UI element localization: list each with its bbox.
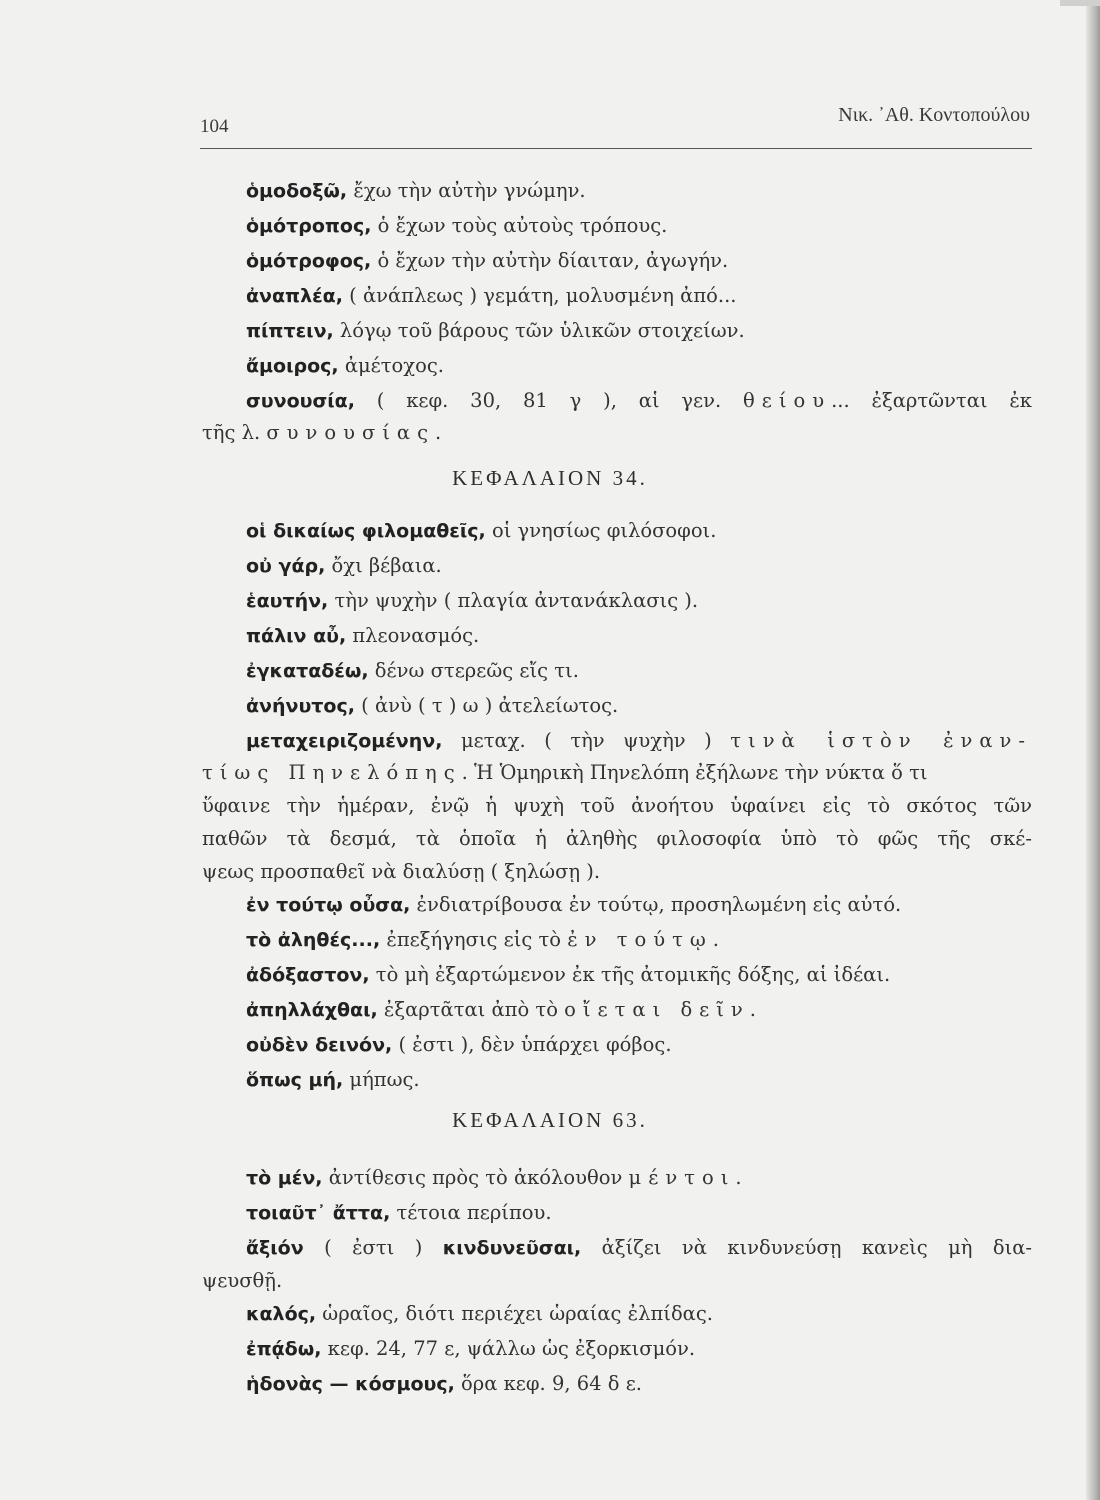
gloss: ὄχι βέβαια. bbox=[325, 554, 442, 577]
glossary-entry-sunousia bbox=[246, 386, 1032, 416]
gloss: ἀξίζει νὰ κινδυνεύσῃ κανεὶς μὴ δια- bbox=[581, 1236, 1032, 1259]
glossary-entry bbox=[246, 551, 442, 581]
spaced-term: τινὰ ἱστὸν ἐναν- bbox=[730, 729, 1032, 752]
gloss: τέτοια περίπου. bbox=[390, 1201, 552, 1224]
headword: συνουσία, bbox=[246, 390, 355, 412]
gloss: μήπως. bbox=[343, 1068, 420, 1091]
gloss: . bbox=[735, 1166, 742, 1189]
gloss: ἐνδιατρίβουσα ἐν τούτῳ, προσηλωμένη εἰς αὐτό. bbox=[410, 893, 902, 916]
spaced-term: οἴεται δεῖν bbox=[564, 998, 750, 1021]
headword: τὸ ἀληθές..., bbox=[246, 929, 381, 951]
gloss: λόγῳ τοῦ βάρους τῶν ὑλικῶν στοιχείων. bbox=[333, 319, 745, 342]
continuation-line: ψεως προσπαθεῖ νὰ διαλύσῃ ( ξηλώσῃ ). bbox=[202, 860, 601, 883]
scan-page-edge bbox=[1086, 0, 1100, 1500]
glossary-entry bbox=[246, 656, 579, 686]
glossary-entry bbox=[246, 516, 716, 546]
glossary-entry bbox=[246, 995, 756, 1025]
glossary-entry-axion bbox=[246, 1233, 1032, 1263]
spaced-term: συνουσίας bbox=[266, 421, 436, 444]
headword: πίπτειν, bbox=[246, 320, 334, 342]
gloss: ἀντίθεσις πρὸς τὸ ἀκόλουθον bbox=[322, 1166, 629, 1189]
gloss: ἀμέτοχος. bbox=[338, 354, 444, 377]
headword: ἑαυτήν, bbox=[246, 590, 329, 612]
page-number: 104 bbox=[200, 116, 229, 137]
headword: ἡδονὰς — κόσμους, bbox=[246, 1373, 455, 1395]
gloss: ( κεφ. 30, 81 γ ), αἱ γεν. bbox=[354, 389, 744, 412]
gloss: ... ἐξαρτῶνται ἐκ bbox=[831, 389, 1032, 412]
headword: οὐ γάρ, bbox=[246, 555, 326, 577]
glossary-entry bbox=[246, 281, 737, 311]
glossary-entry bbox=[246, 1369, 642, 1399]
glossary-entry bbox=[246, 890, 901, 920]
spaced-term: τίως Πηνελόπης bbox=[202, 761, 462, 784]
headword: τοιαῦτ᾿ ἄττα, bbox=[246, 1202, 391, 1224]
glossary-entry bbox=[246, 1334, 695, 1364]
headword: ἀνήνυτος, bbox=[246, 695, 355, 717]
gloss: ( ἀνὺ ( τ ) ω ) ἀτελείωτος. bbox=[354, 694, 619, 717]
headword: ὁμότροπος, bbox=[246, 215, 372, 237]
headword: ἀπηλλάχθαι, bbox=[246, 999, 378, 1021]
gloss: ὡραῖος, διότι περιέχει ὡραίας ἐλπίδας. bbox=[316, 1302, 713, 1325]
continuation-line bbox=[202, 418, 441, 448]
gloss: τὴν ψυχὴν ( πλαγία ἀντανάκλασις ). bbox=[328, 589, 699, 612]
continuation-line: ψευσθῇ. bbox=[202, 1269, 283, 1292]
gloss: ( ἐστι ), δὲν ὑπάρχει φόβος. bbox=[392, 1033, 672, 1056]
glossary-entry bbox=[246, 1065, 420, 1095]
gloss: τὸ μὴ ἐξαρτώμενον ἐκ τῆς ἀτομικῆς δόξης, αἱ ἰδέαι. bbox=[369, 963, 891, 986]
headword: καλός, bbox=[246, 1303, 317, 1325]
headword: ἀναπλέα, bbox=[246, 285, 343, 307]
glossary-entry bbox=[246, 1299, 713, 1329]
headword: ἄξιόν bbox=[246, 1237, 304, 1259]
headword: ὁμότροφος, bbox=[246, 250, 372, 272]
glossary-entry bbox=[246, 351, 444, 381]
running-head: Νικ. ᾿Αθ. Κοντοπούλου bbox=[838, 104, 1030, 126]
headword: οἱ δικαίως φιλομαθεῖς, bbox=[246, 520, 486, 542]
headword: ὁμοδοξῶ, bbox=[246, 180, 348, 202]
gloss: ὁ ἔχων τοὺς αὐτοὺς τρόπους. bbox=[371, 214, 668, 237]
headword: ἄμοιρος, bbox=[246, 355, 339, 377]
gloss: . bbox=[435, 421, 442, 444]
glossary-entry bbox=[246, 621, 479, 651]
gloss: ( ἀνάπλεως ) γεμάτη, μολυσμένη ἀπό... bbox=[342, 284, 737, 307]
gloss: . bbox=[712, 928, 719, 951]
gloss: μεταχ. ( τὴν ψυχὴν ) bbox=[442, 729, 731, 752]
gloss: τῆς λ. bbox=[202, 421, 267, 444]
headword: τὸ μέν, bbox=[246, 1167, 323, 1189]
page-header bbox=[200, 98, 1032, 149]
glossary-entry bbox=[246, 1163, 742, 1193]
gloss: οἱ γνησίως φιλόσοφοι. bbox=[485, 519, 717, 542]
glossary-entry bbox=[246, 176, 586, 206]
gloss: . Ἡ Ὁμηρικὴ Πηνελόπη ἐξήλωνε τὴν νύκτα ὅ τι bbox=[461, 761, 928, 784]
glossary-entry bbox=[246, 691, 618, 721]
glossary-entry bbox=[246, 1198, 552, 1228]
spaced-term: θείου bbox=[743, 389, 832, 412]
headword: ἐγκαταδέω, bbox=[246, 660, 369, 682]
chapter-heading: ΚΕΦΑΛΑΙΟΝ 63. bbox=[452, 1108, 648, 1132]
headword: ὅπως μή, bbox=[246, 1069, 344, 1091]
glossary-entry bbox=[246, 960, 890, 990]
gloss: πλεονασμός. bbox=[346, 624, 480, 647]
scan-corner bbox=[1060, 0, 1100, 6]
gloss: δένω στερεῶς εἴς τι. bbox=[368, 659, 579, 682]
gloss: . bbox=[749, 998, 756, 1021]
headword: πάλιν αὖ, bbox=[246, 625, 347, 647]
gloss: ἔχω τὴν αὐτὴν γνώμην. bbox=[347, 179, 586, 202]
headword: οὐδὲν δεινόν, bbox=[246, 1034, 393, 1056]
continuation-line: ὕφαινε τὴν ἡμέραν, ἐνῷ ἡ ψυχὴ τοῦ ἀνοήτου ὑφαίνει εἰς τὸ σκότος τῶν bbox=[202, 794, 1032, 817]
continuation-line: παθῶν τὰ δεσμά, τὰ ὁποῖα ἡ ἀληθὴς φιλοσοφία ὑπὸ τὸ φῶς τῆς σκέ- bbox=[202, 827, 1032, 850]
gloss: ( ἐστι ) bbox=[303, 1236, 443, 1259]
gloss: ὁ ἔχων τὴν αὐτὴν δίαιταν, ἀγωγήν. bbox=[371, 249, 729, 272]
chapter-heading: ΚΕΦΑΛΑΙΟΝ 34. bbox=[452, 466, 648, 490]
glossary-entry bbox=[246, 316, 745, 346]
glossary-entry-metacheirizomenin bbox=[246, 726, 1032, 756]
spaced-term: μέντοι bbox=[628, 1166, 736, 1189]
glossary-entry bbox=[246, 1030, 672, 1060]
headword: κινδυνεῦσαι, bbox=[442, 1237, 582, 1259]
gloss: ἐξαρτᾶται ἀπὸ τὸ bbox=[377, 998, 565, 1021]
glossary-entry bbox=[246, 586, 698, 616]
headword: ἀδόξαστον, bbox=[246, 964, 370, 986]
gloss: ὅρα κεφ. 9, 64 δ ε. bbox=[454, 1372, 642, 1395]
glossary-entry bbox=[246, 246, 728, 276]
glossary-entry bbox=[246, 925, 719, 955]
gloss: ἐπεξήγησις εἰς τὸ bbox=[380, 928, 568, 951]
continuation-line bbox=[202, 758, 1032, 788]
gloss: κεφ. 24, 77 ε, ψάλλω ὡς ἐξορκισμόν. bbox=[321, 1337, 696, 1360]
spaced-term: ἐν τούτῳ bbox=[567, 928, 713, 951]
headword: ἐπᾴδω, bbox=[246, 1338, 322, 1360]
glossary-entry bbox=[246, 211, 667, 241]
headword: ἐν τούτῳ οὖσα, bbox=[246, 894, 411, 916]
headword: μεταχειριζομένην, bbox=[246, 730, 443, 752]
